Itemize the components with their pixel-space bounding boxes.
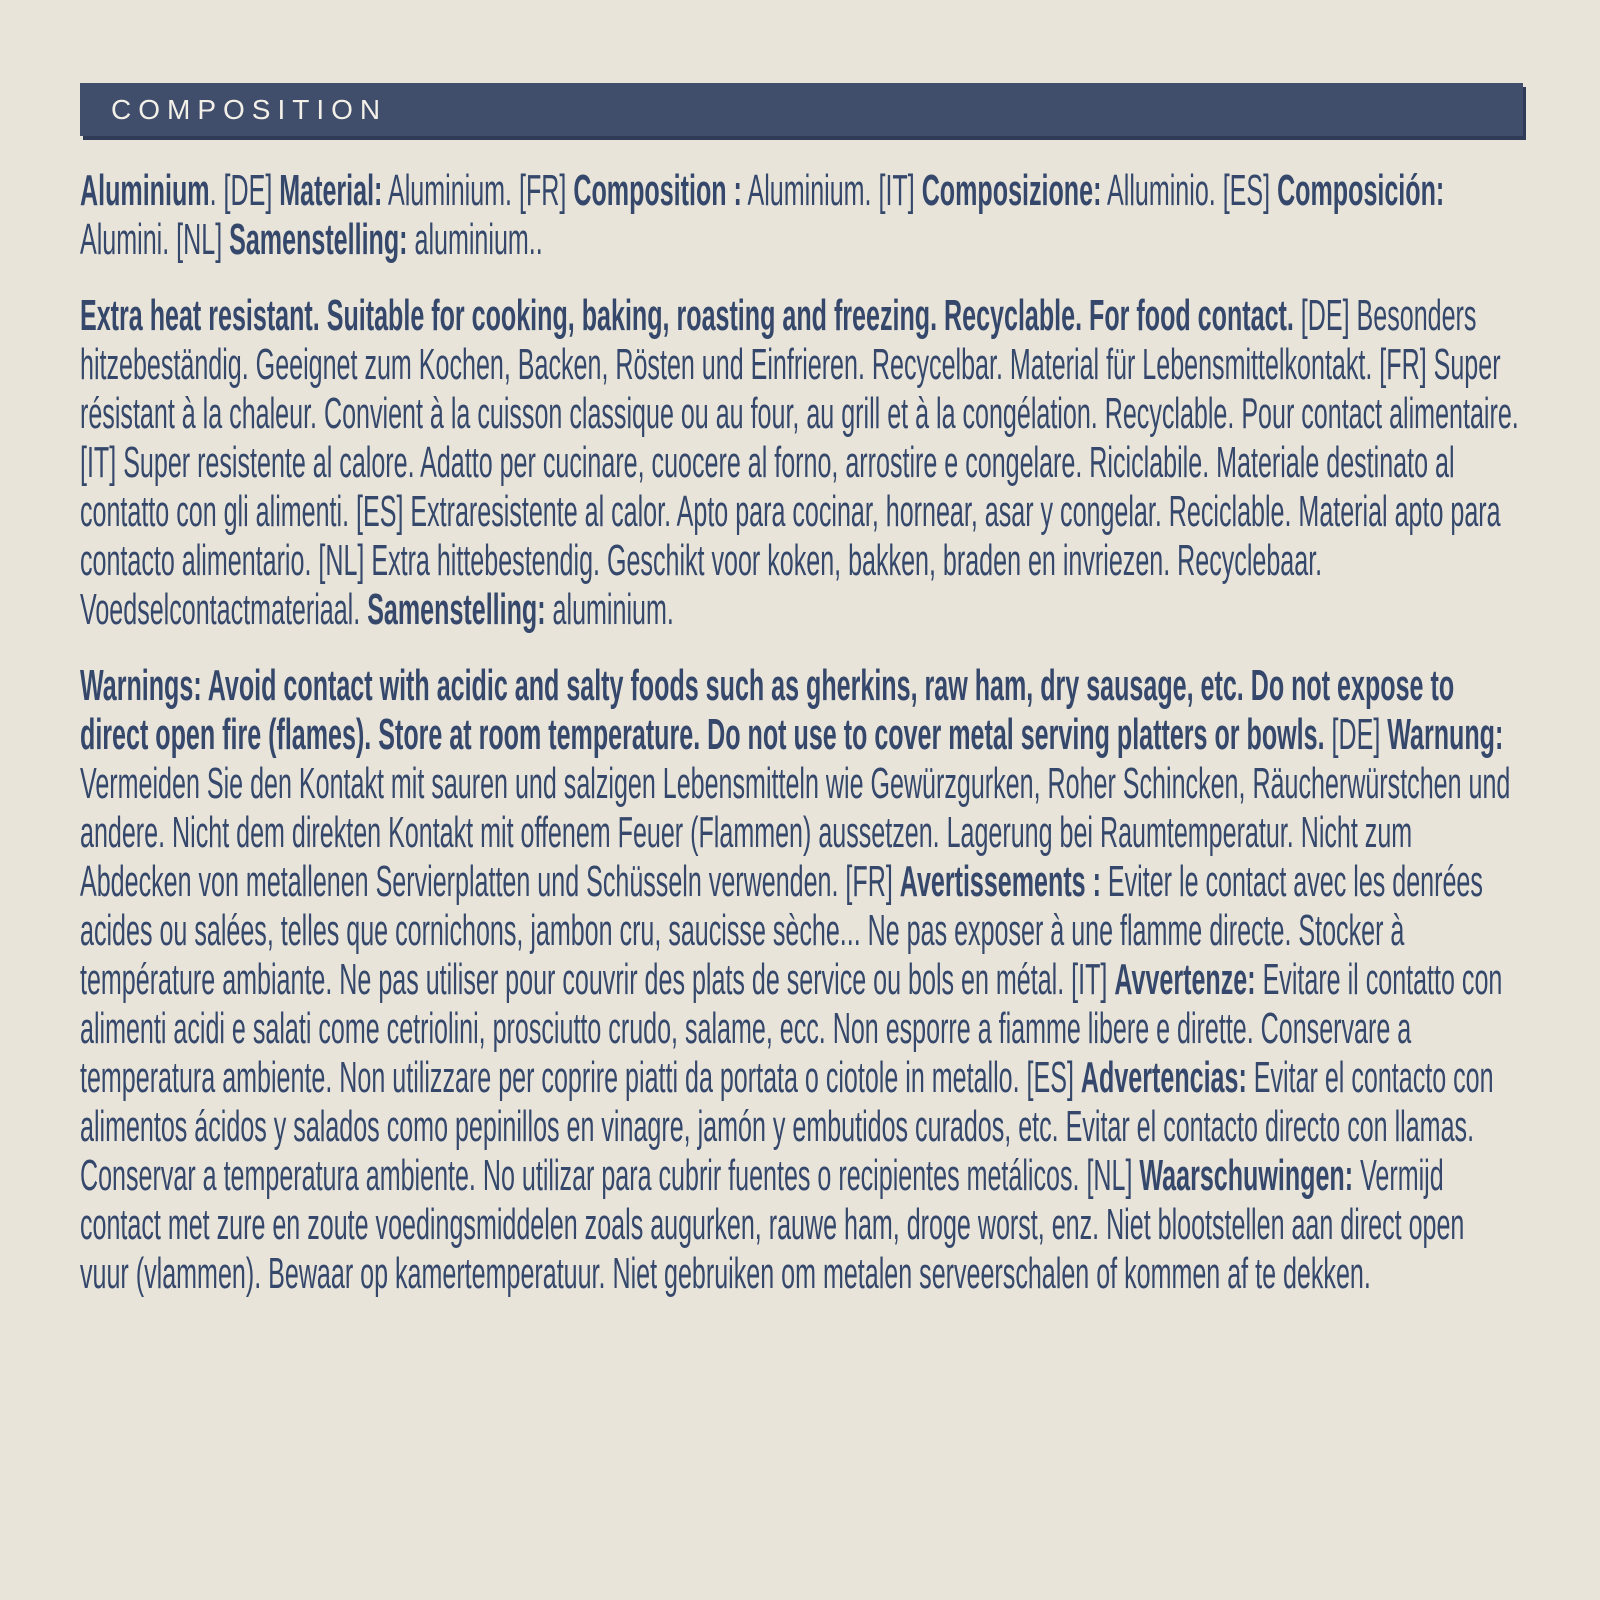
text-segment: Vermijd contact met zure en zoute voedingsmiddelen zoals augurken, rauwe ham, droge worst, enz. Niet blootstellen aan direct open vuur (vlammen). Bewaar op kamertemperatuur. Niet gebruiken om metalen serveerschalen of kommen af te dekken. — [80, 1151, 1465, 1298]
text-segment: Eviter le contact avec les denrées acides ou salées, telles que cornichons, jambon cru, saucisse sèche... Ne pas exposer à une flamme directe. Stocker à température ambiante. Ne pas utiliser pour couvrir des plats de service ou bols en métal. [IT] — [80, 857, 1483, 1004]
text-segment: aluminium.. — [407, 215, 543, 264]
paragraphs-container — [80, 166, 1520, 1298]
text-segment: Evitar el contacto con alimentos ácidos y salados como pepinillos en vinagre, jamón y embutidos curados, etc. Evitar el contacto directo con llamas. Conservar a temperatura ambiente. No utilizar para cubrir fuentes o recipientes metálicos. [NL] — [80, 1053, 1494, 1200]
text-segment: Aluminium — [80, 166, 210, 215]
text-segment: Composizione: — [921, 166, 1102, 215]
text-segment: Aluminium. [FR] — [382, 166, 574, 215]
text-segment: Alumini. [NL] — [80, 215, 230, 264]
text-segment: Composición: — [1277, 166, 1445, 215]
composition-header-bar — [80, 83, 1523, 136]
composition-paragraph — [80, 166, 1520, 264]
text-segment: [DE] Besonders hitzebeständig. Geeignet zum Kochen, Backen, Rösten und Einfrieren. Recycelbar. Material für Lebensmittelkontakt. [FR] Super résistant à la chaleur. Convient à la cuisson classique ou au four, au grill et à la congélation. Recyclable. Pour contact alimentaire. [IT] Super resistente al calore. Adatto per cucinare, cuocere al forno, arrostire e congelare. Riciclabile. Materiale destinato al contatto con gli alimenti. [ES] Extraresistente al calor. Apto para cocinar, hornear, asar y congelar. Reciclable. Material apto para contacto alimentario. [NL] Extra hittebestendig. Geschikt voor koken, bakken, braden en invriezen. Recyclebaar. Voedselcontactmateriaal. — [80, 291, 1519, 634]
text-segment: Aluminium. [IT] — [741, 166, 922, 215]
condensed-text-wrap — [80, 166, 1520, 1298]
text-segment: Avertissements : — [899, 857, 1101, 906]
usage-paragraph — [80, 291, 1520, 634]
text-segment: Advertencias: — [1080, 1053, 1247, 1102]
text-segment: aluminium. — [545, 585, 674, 634]
text-segment: Samenstelling: — [367, 585, 546, 634]
text-segment: Extra heat resistant. Suitable for cooking, baking, roasting and freezing. Recyclable. For food contact. — [80, 291, 1294, 340]
text-segment: Material: — [279, 166, 383, 215]
label-text-content — [80, 166, 1520, 1325]
text-segment: . [DE] — [209, 166, 280, 215]
text-segment: Alluminio. [ES] — [1101, 166, 1278, 215]
text-segment: [DE] — [1324, 710, 1388, 759]
text-segment: Waarschuwingen: — [1139, 1151, 1354, 1200]
warnings-paragraph — [80, 661, 1520, 1298]
text-segment: Warnings: Avoid contact with acidic and salty foods such as gherkins, raw ham, dry sausage, etc. Do not expose to direct open fire (flames). Store at room temperature. Do not use to cover metal serving platters or bowls. — [80, 661, 1455, 759]
text-segment: Samenstelling: — [229, 215, 408, 264]
text-segment: Avvertenze: — [1114, 955, 1256, 1004]
text-segment: Vermeiden Sie den Kontakt mit sauren und salzigen Lebensmitteln wie Gewürzgurken, Roher Schincken, Räucherwürstchen und andere. Nicht dem direkten Kontakt mit offenem Feuer (Flammen) aussetzen. Lagerung bei Raumtemperatur. Nicht zum Abdecken von metallenen Servierplatten und Schüsseln verwenden. [FR] — [80, 759, 1511, 906]
text-segment: Composition : — [573, 166, 742, 215]
text-segment: Warnung: — [1387, 710, 1504, 759]
text-segment: Evitare il contatto con alimenti acidi e salati come cetriolini, prosciutto crudo, salame, ecc. Non esporre a fiamme libere e dirette. Conservare a temperatura ambiente. Non utilizzare per coprire piatti da portata o ciotole in metallo. [ES] — [80, 955, 1503, 1102]
composition-header-title: COMPOSITION — [111, 93, 388, 125]
